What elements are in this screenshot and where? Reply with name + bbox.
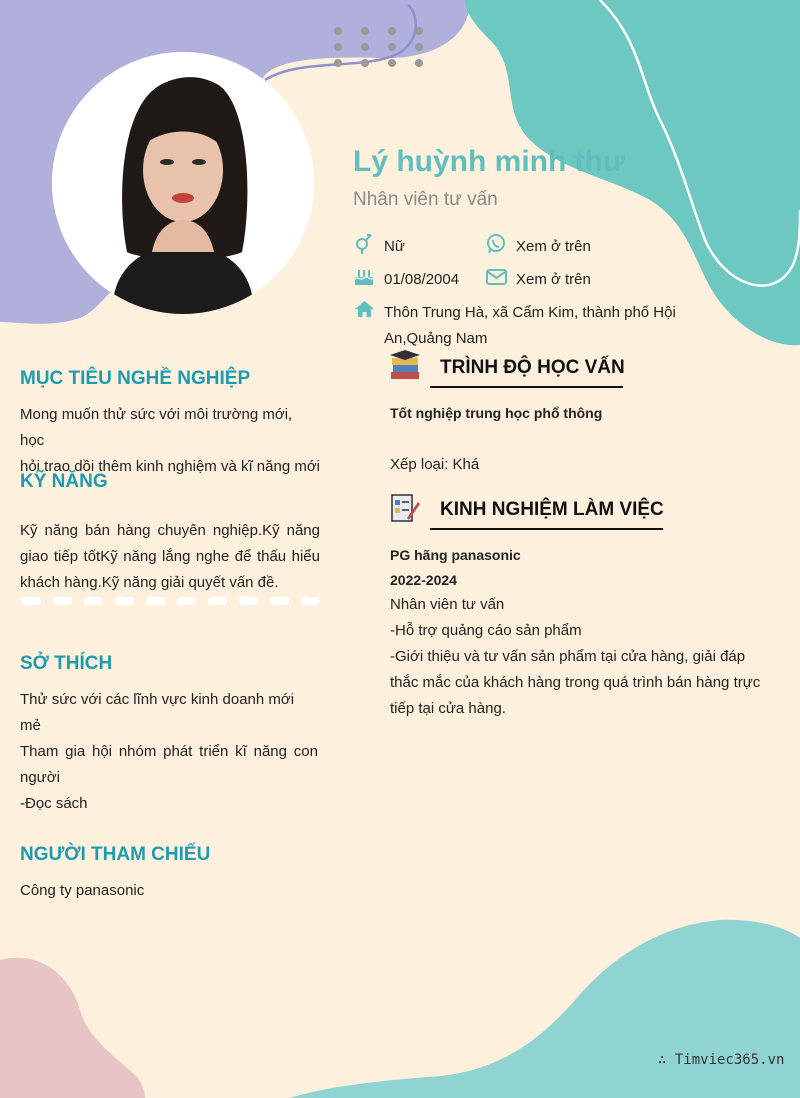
education-heading: TRÌNH ĐỘ HỌC VẤN — [440, 357, 625, 378]
experience-rule — [430, 528, 663, 530]
gender-value: Nữ — [384, 238, 405, 255]
avatar-portrait — [52, 52, 314, 314]
home-icon — [354, 300, 375, 318]
objective-line: hỏi trao dồi thêm kinh nghiệm và kĩ năng mới — [20, 458, 320, 475]
skills-line: khách hàng.Kỹ năng giải quyết vấn đề. — [20, 574, 279, 591]
birthday-value: 01/08/2004 — [384, 271, 460, 288]
phone-icon — [486, 234, 506, 254]
birthday-cake-icon — [354, 266, 374, 286]
objective-line: Mong muốn thử sức với môi trường mới, học — [20, 406, 293, 449]
skills-heading: KỸ NĂNG — [20, 471, 108, 492]
education-rule — [430, 386, 623, 388]
hobbies-line: người — [20, 769, 60, 786]
experience-duty: -Hỗ trợ quảng cáo sản phẩm — [390, 622, 582, 639]
hobbies-heading: SỞ THÍCH — [20, 653, 113, 674]
job-title: Nhân viên tư vấn — [353, 189, 498, 210]
address-line-2: An,Quảng Nam — [384, 330, 488, 347]
experience-duty: thắc mắc của khách hàng trong quá trình bán hàng trực — [390, 674, 761, 691]
objective-heading: MỤC TIÊU NGHỀ NGHIỆP — [20, 368, 251, 389]
experience-duty: -Giới thiệu và tư vấn sản phẩm tại cửa hàng, giải đáp — [390, 648, 746, 665]
email-value: Xem ở trên — [516, 271, 591, 288]
skills-line: Kỹ năng bán hàng chuyên nghiệp.Kỹ năng — [20, 522, 320, 539]
experience-duty: tiếp tại cửa hàng. — [390, 700, 506, 717]
experience-heading: KINH NGHIỆM LÀM VIỆC — [440, 499, 664, 520]
experience-company: PG hãng panasonic — [390, 547, 521, 563]
address-line-1: Thôn Trung Hà, xã Cẩm Kim, thành phố Hội — [384, 304, 676, 321]
watermark-text: ∴ Timviec365.vn — [658, 1052, 785, 1068]
experience-position: Nhân viên tư vấn — [390, 596, 505, 613]
experience-period: 2022-2024 — [390, 572, 457, 588]
work-document-icon — [389, 492, 421, 524]
gender-icon — [354, 234, 374, 254]
hobbies-text — [20, 687, 318, 817]
skills-line: giao tiếp tốtKỹ năng lắng nghe để thấu hiểu — [20, 548, 320, 565]
full-name: Lý huỳnh minh thư — [353, 145, 625, 178]
hobbies-line: Tham gia hội nhóm phát triển kĩ năng con — [20, 743, 318, 760]
hobbies-line: Thử sức với các lĩnh vực kinh doanh mới mẻ — [20, 691, 295, 734]
skills-text — [20, 518, 320, 596]
objective-text — [20, 402, 320, 480]
hobbies-line: -Đọc sách — [20, 795, 88, 812]
skill-rating-bar — [20, 594, 320, 608]
pink-blob — [0, 958, 145, 1098]
references-heading: NGƯỜI THAM CHIẾU — [20, 844, 211, 865]
mail-icon — [486, 268, 508, 286]
phone-value: Xem ở trên — [516, 238, 591, 255]
avatar — [52, 52, 314, 314]
education-grade: Xếp loại: Khá — [390, 456, 480, 473]
education-books-icon — [389, 350, 421, 382]
light-teal-blob — [290, 920, 800, 1098]
references-text: Công ty panasonic — [20, 882, 145, 899]
education-school: Tốt nghiệp trung học phổ thông — [390, 405, 603, 421]
